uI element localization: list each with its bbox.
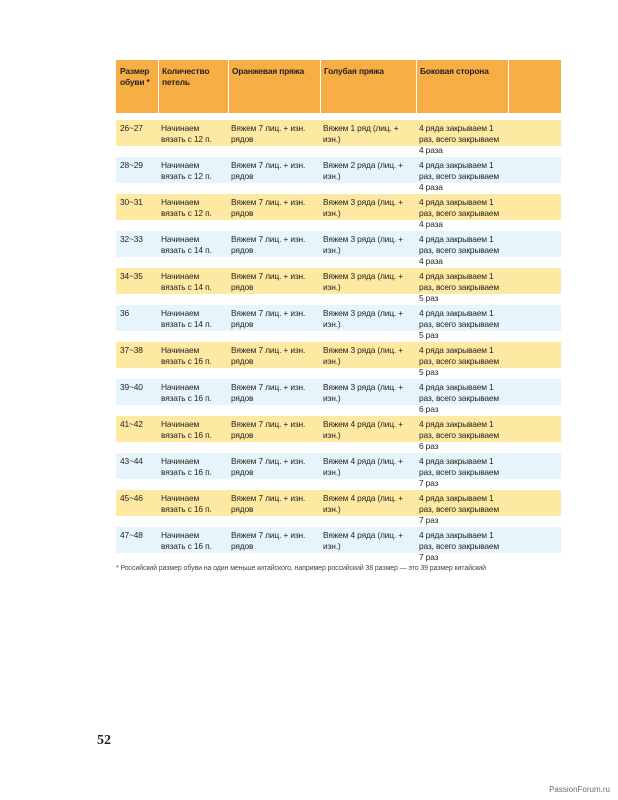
cell-orange: Вяжем 7 лиц. + изн. рядов bbox=[231, 123, 306, 144]
cell-orange: Вяжем 7 лиц. + изн. рядов bbox=[231, 345, 306, 366]
cell-empty bbox=[508, 379, 561, 405]
table-row bbox=[116, 194, 561, 229]
cell-blue: Вяжем 3 ряда (лиц. + изн.) bbox=[323, 308, 404, 329]
cell-size: 28~29 bbox=[120, 160, 143, 170]
cell-size: 30~31 bbox=[120, 197, 143, 207]
cell-empty bbox=[508, 231, 561, 257]
cell-empty bbox=[508, 416, 561, 442]
cell-loops: Начинаем вязать с 12 п. bbox=[161, 197, 212, 218]
watermark-text: PassionForum.ru bbox=[549, 785, 610, 794]
cell-empty bbox=[508, 194, 561, 220]
cell-side: 4 ряда закрываем 1 раз, всего закрываем 4 раза bbox=[419, 234, 500, 266]
cell-side: 4 ряда закрываем 1 раз, всего закрываем 4 раза bbox=[419, 160, 500, 192]
table-row bbox=[116, 268, 561, 303]
cell-blue: Вяжем 4 ряда (лиц. + изн.) bbox=[323, 530, 404, 551]
cell-empty bbox=[508, 453, 561, 479]
cell-orange: Вяжем 7 лиц. + изн. рядов bbox=[231, 271, 306, 292]
cell-size: 39~40 bbox=[120, 382, 143, 392]
header-side: Боковая сторона bbox=[416, 60, 508, 113]
cell-size: 43~44 bbox=[120, 456, 143, 466]
cell-loops: Начинаем вязать с 16 п. bbox=[161, 493, 212, 514]
cell-size: 45~46 bbox=[120, 493, 143, 503]
cell-orange: Вяжем 7 лиц. + изн. рядов bbox=[231, 456, 306, 477]
cell-loops: Начинаем вязать с 14 п. bbox=[161, 271, 212, 292]
cell-orange: Вяжем 7 лиц. + изн. рядов bbox=[231, 160, 306, 181]
cell-side: 4 ряда закрываем 1 раз, всего закрываем 6 раз bbox=[419, 382, 500, 414]
cell-blue: Вяжем 3 ряда (лиц. + изн.) bbox=[323, 234, 404, 255]
table-row bbox=[116, 416, 561, 451]
table-row bbox=[116, 490, 561, 525]
table-row bbox=[116, 379, 561, 414]
cell-side: 4 ряда закрываем 1 раз, всего закрываем 4 раза bbox=[419, 197, 500, 229]
cell-empty bbox=[508, 157, 561, 183]
cell-empty bbox=[508, 120, 561, 146]
cell-blue: Вяжем 4 ряда (лиц. + изн.) bbox=[323, 456, 404, 477]
cell-blue: Вяжем 3 ряда (лиц. + изн.) bbox=[323, 197, 404, 218]
cell-empty bbox=[508, 342, 561, 368]
cell-loops: Начинаем вязать с 16 п. bbox=[161, 530, 212, 551]
cell-loops: Начинаем вязать с 12 п. bbox=[161, 123, 212, 144]
cell-side: 4 ряда закрываем 1 раз, всего закрываем 5 раз bbox=[419, 308, 500, 340]
cell-empty bbox=[508, 305, 561, 331]
cell-orange: Вяжем 7 лиц. + изн. рядов bbox=[231, 530, 306, 551]
cell-side: 4 ряда закрываем 1 раз, всего закрываем 7 раз bbox=[419, 530, 500, 562]
cell-loops: Начинаем вязать с 16 п. bbox=[161, 345, 212, 366]
cell-orange: Вяжем 7 лиц. + изн. рядов bbox=[231, 493, 306, 514]
cell-blue: Вяжем 3 ряда (лиц. + изн.) bbox=[323, 382, 404, 403]
cell-empty bbox=[508, 527, 561, 553]
cell-loops: Начинаем вязать с 12 п. bbox=[161, 160, 212, 181]
cell-blue: Вяжем 4 ряда (лиц. + изн.) bbox=[323, 493, 404, 514]
header-orange-yarn: Оранжевая пряжа bbox=[228, 60, 320, 113]
cell-size: 41~42 bbox=[120, 419, 143, 429]
table-row bbox=[116, 231, 561, 266]
cell-blue: Вяжем 4 ряда (лиц. + изн.) bbox=[323, 419, 404, 440]
table-header-row bbox=[116, 60, 561, 113]
header-size: Размер обуви * bbox=[120, 66, 150, 87]
header-loops: Количество петель bbox=[158, 60, 228, 113]
table-row bbox=[116, 305, 561, 340]
cell-orange: Вяжем 7 лиц. + изн. рядов bbox=[231, 308, 306, 329]
cell-loops: Начинаем вязать с 14 п. bbox=[161, 234, 212, 255]
cell-side: 4 ряда закрываем 1 раз, всего закрываем 7 раз bbox=[419, 493, 500, 525]
cell-blue: Вяжем 3 ряда (лиц. + изн.) bbox=[323, 345, 404, 366]
cell-blue: Вяжем 2 ряда (лиц. + изн.) bbox=[323, 160, 404, 181]
cell-empty bbox=[508, 268, 561, 294]
cell-side: 4 ряда закрываем 1 раз, всего закрываем 5 раз bbox=[419, 271, 500, 303]
cell-orange: Вяжем 7 лиц. + изн. рядов bbox=[231, 382, 306, 403]
cell-loops: Начинаем вязать с 14 п. bbox=[161, 308, 212, 329]
cell-size: 36 bbox=[120, 308, 130, 318]
cell-loops: Начинаем вязать с 16 п. bbox=[161, 456, 212, 477]
cell-size: 26~27 bbox=[120, 123, 143, 133]
yarn-table bbox=[116, 60, 561, 562]
table-row bbox=[116, 342, 561, 377]
cell-orange: Вяжем 7 лиц. + изн. рядов bbox=[231, 197, 306, 218]
table-row bbox=[116, 157, 561, 192]
cell-loops: Начинаем вязать с 16 п. bbox=[161, 382, 212, 403]
cell-size: 32~33 bbox=[120, 234, 143, 244]
header-empty bbox=[508, 60, 561, 113]
table-row bbox=[116, 527, 561, 562]
cell-size: 34~35 bbox=[120, 271, 143, 281]
cell-size: 47~48 bbox=[120, 530, 143, 540]
cell-orange: Вяжем 7 лиц. + изн. рядов bbox=[231, 419, 306, 440]
table-row bbox=[116, 120, 561, 155]
cell-side: 4 ряда закрываем 1 раз, всего закрываем 7 раз bbox=[419, 456, 500, 488]
header-blue-yarn: Голубая пряжа bbox=[320, 60, 416, 113]
cell-side: 4 ряда закрываем 1 раз, всего закрываем 5 раз bbox=[419, 345, 500, 377]
cell-blue: Вяжем 3 ряда (лиц. + изн.) bbox=[323, 271, 404, 292]
cell-blue: Вяжем 1 ряд (лиц. + изн.) bbox=[323, 123, 399, 144]
cell-side: 4 ряда закрываем 1 раз, всего закрываем 6 раз bbox=[419, 419, 500, 451]
page-number: 52 bbox=[97, 733, 111, 748]
cell-orange: Вяжем 7 лиц. + изн. рядов bbox=[231, 234, 306, 255]
cell-empty bbox=[508, 490, 561, 516]
cell-loops: Начинаем вязать с 16 п. bbox=[161, 419, 212, 440]
cell-side: 4 ряда закрываем 1 раз, всего закрываем 4 раза bbox=[419, 123, 500, 155]
footnote: * Российский размер обуви на один меньше китайского, например российский 38 размер — это 39 размер китайский bbox=[116, 565, 486, 572]
table-row bbox=[116, 453, 561, 488]
cell-size: 37~38 bbox=[120, 345, 143, 355]
